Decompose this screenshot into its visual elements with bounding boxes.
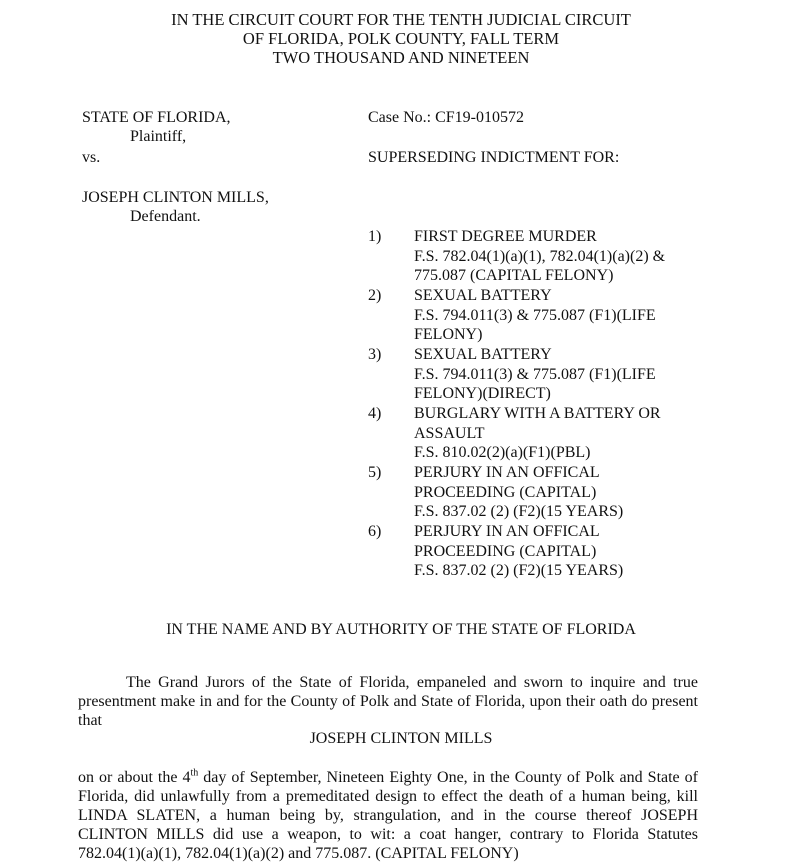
presentment-line: that: [78, 712, 102, 729]
plaintiff-name: STATE OF FLORIDA,: [82, 109, 231, 126]
charge-number: 4): [368, 405, 382, 422]
indictment-title: SUPERSEDING INDICTMENT FOR:: [368, 149, 620, 166]
charge-line: F.S. 837.02 (2) (F2)(15 YEARS): [414, 562, 624, 579]
charge-line: FIRST DEGREE MURDER: [414, 228, 597, 245]
count-line: [78, 768, 698, 787]
charge-line: PERJURY IN AN OFFICAL: [414, 523, 600, 540]
ordinal-suffix: th: [190, 767, 199, 779]
court-header-line-2: OF FLORIDA, POLK COUNTY, FALL TERM: [242, 29, 560, 48]
charge-line: F.S. 794.011(3) & 775.087 (F1)(LIFE: [414, 365, 656, 383]
charge-line: 775.087 (CAPITAL FELONY): [414, 267, 614, 284]
presentment-line: presentment make in and for the County of Polk and State of Florida, upon their oath do present: [78, 693, 698, 710]
plaintiff-role: Plaintiff,: [130, 128, 187, 145]
charge-line: SEXUAL BATTERY: [414, 346, 552, 363]
charge-line: F.S. 837.02 (2) (F2)(15 YEARS): [414, 503, 624, 520]
charge-number: 1): [368, 228, 382, 245]
count-line-start: on or about the 4: [78, 769, 191, 786]
defendant-name: JOSEPH CLINTON MILLS,: [82, 189, 269, 206]
count-paragraph: [78, 768, 698, 863]
charge-number: 3): [368, 346, 382, 363]
charge-line: PROCEEDING (CAPITAL): [414, 542, 597, 560]
charge-line: SEXUAL BATTERY: [414, 287, 552, 304]
charge-number: 5): [368, 464, 382, 481]
count-line: Florida, did unlawfully from a premeditated design to effect the death of a human being, kill: [78, 788, 698, 805]
charge-line: PERJURY IN AN OFFICAL: [414, 464, 600, 481]
presentment-paragraph: [78, 673, 698, 730]
charge-line: FELONY): [414, 326, 483, 343]
charge-number: 2): [368, 287, 382, 304]
case-number: Case No.: CF19-010572: [368, 109, 524, 126]
defendant-role: Defendant.: [130, 208, 201, 225]
court-header-line-1: IN THE CIRCUIT COURT FOR THE TENTH JUDICIAL CIRCUIT: [171, 10, 631, 29]
charge-line: F.S. 782.04(1)(a)(1), 782.04(1)(a)(2) &: [414, 247, 666, 265]
authority-heading: IN THE NAME AND BY AUTHORITY OF THE STATE OF FLORIDA: [166, 621, 636, 638]
charge-line: F.S. 794.011(3) & 775.087 (F1)(LIFE: [414, 306, 656, 324]
defendant-centered-name: JOSEPH CLINTON MILLS: [309, 730, 493, 747]
court-header-line-3: TWO THOUSAND AND NINETEEN: [272, 48, 530, 67]
charge-line: ASSAULT: [414, 424, 485, 442]
count-line: 782.04(1)(a)(1), 782.04(1)(a)(2) and 775.087. (CAPITAL FELONY): [78, 845, 519, 862]
count-line: CLINTON MILLS did use a weapon, to wit: a coat hanger, contrary to Florida Statutes: [78, 826, 698, 843]
court-header: [0, 10, 802, 67]
charge-line: FELONY)(DIRECT): [414, 385, 551, 402]
charge-line: PROCEEDING (CAPITAL): [414, 483, 597, 501]
charge-line: F.S. 810.02(2)(a)(F1)(PBL): [414, 444, 591, 461]
count-line: LINDA SLATEN, a human being by, strangulation, and in the course thereof JOSEPH: [78, 807, 698, 824]
charge-number: 6): [368, 523, 382, 540]
charge-line: BURGLARY WITH A BATTERY OR: [414, 405, 661, 422]
versus-label: vs.: [82, 149, 101, 166]
presentment-line: The Grand Jurors of the State of Florida, empaneled and sworn to inquire and true: [126, 674, 698, 691]
count-line-end: day of September, Nineteen Eighty One, in the County of Polk and State of: [198, 769, 699, 786]
